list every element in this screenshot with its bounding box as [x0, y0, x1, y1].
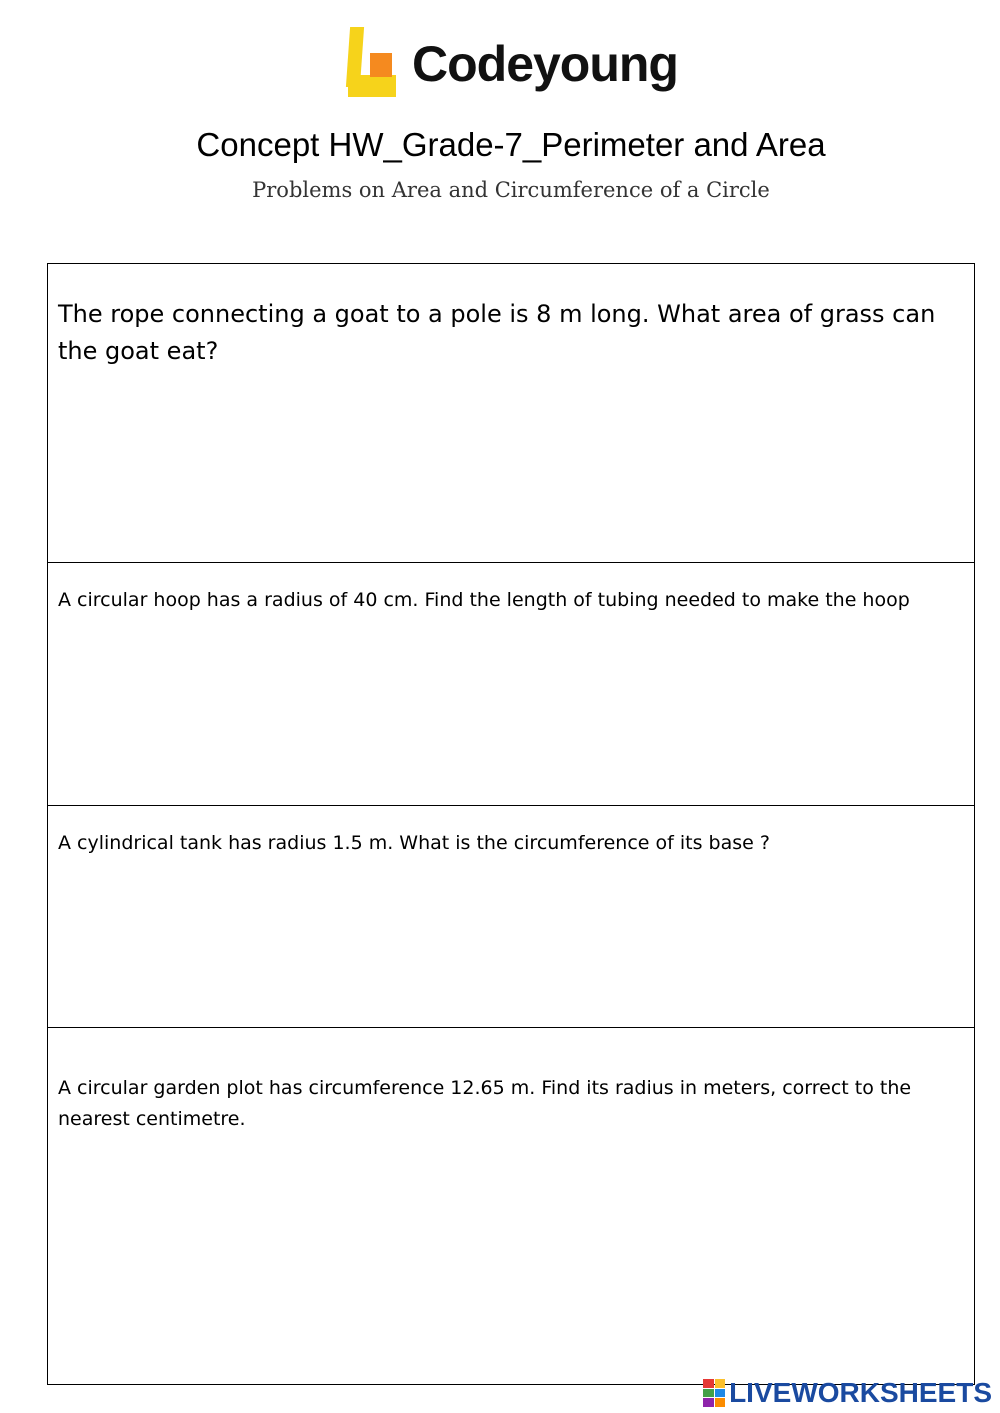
problem-text-4: A circular garden plot has circumference 12.65 m. Find its radius in meters, correct to the nearest centimetre.	[58, 1077, 912, 1130]
worksheet-title: Concept HW_Grade-7_Perimeter and Area	[196, 126, 826, 163]
problem-text-1: The rope connecting a goat to a pole is 8 m long. What area of grass can the goat eat?	[58, 300, 936, 365]
brand-name: Codeyoung	[412, 36, 678, 92]
problem-cell-1[interactable]	[48, 264, 974, 562]
problem-table	[47, 263, 975, 1385]
codeyoung-logo	[344, 24, 678, 104]
liveworksheets-watermark	[703, 1377, 992, 1409]
watermark-text: LIVEWORKSHEETS	[729, 1377, 992, 1408]
problem-cell-4[interactable]	[48, 1027, 974, 1384]
liveworksheets-logo-icon	[703, 1379, 725, 1407]
worksheet-subtitle: Problems on Area and Circumference of a Circle	[252, 178, 770, 202]
problem-text-3: A cylindrical tank has radius 1.5 m. What is the circumference of its base ?	[58, 832, 770, 854]
problem-cell-3[interactable]	[48, 805, 974, 1027]
problem-text-2: A circular hoop has a radius of 40 cm. Find the length of tubing needed to make the hoop	[58, 589, 910, 611]
problem-cell-2[interactable]	[48, 562, 974, 805]
codeyoung-logo-icon	[344, 27, 400, 101]
